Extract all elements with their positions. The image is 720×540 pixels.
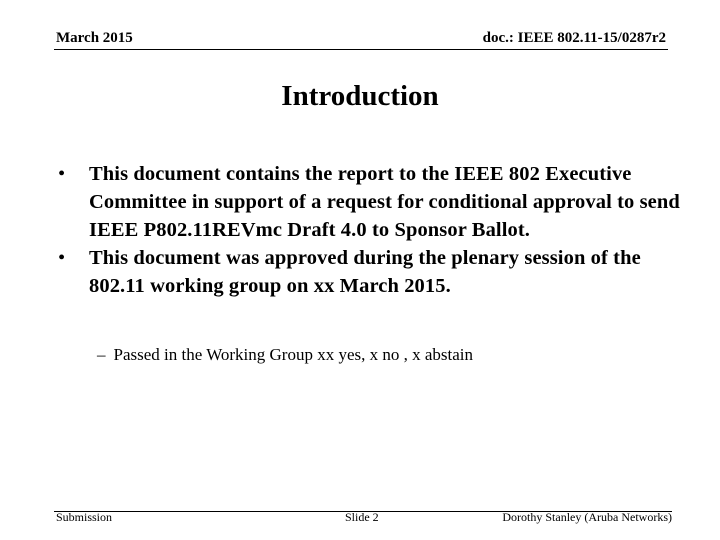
- header-doc-id: doc.: IEEE 802.11-15/0287r2: [482, 30, 666, 46]
- header-date: March 2015: [56, 30, 133, 46]
- slide-title: Introduction: [281, 80, 439, 112]
- footer-slide-number: Slide 2: [345, 510, 379, 524]
- footer-author: Dorothy Stanley (Aruba Networks): [502, 510, 672, 524]
- bullet-item: [56, 160, 696, 244]
- bullet-dot-icon: •: [58, 247, 66, 269]
- sub-bullet-text: Passed in the Working Group xx yes, x no , x abstain: [113, 345, 474, 364]
- bullet-text: This document contains the report to the IEEE 802 Executive Committee in support of a request for conditional approval to send IEEE P802.11REVmc Draft 4.0 to Sponsor Ballot.: [89, 163, 680, 241]
- header-divider: [54, 49, 668, 50]
- sub-bullet-item: [97, 345, 473, 365]
- bullet-item: [56, 244, 696, 300]
- bullet-dot-icon: •: [58, 163, 66, 185]
- bullet-list: [56, 160, 696, 300]
- bullet-text: This document was approved during the plenary session of the 802.11 working group on xx March 2015.: [89, 247, 641, 297]
- sub-bullet-dash: –: [97, 345, 106, 364]
- footer-submission: Submission: [56, 510, 113, 524]
